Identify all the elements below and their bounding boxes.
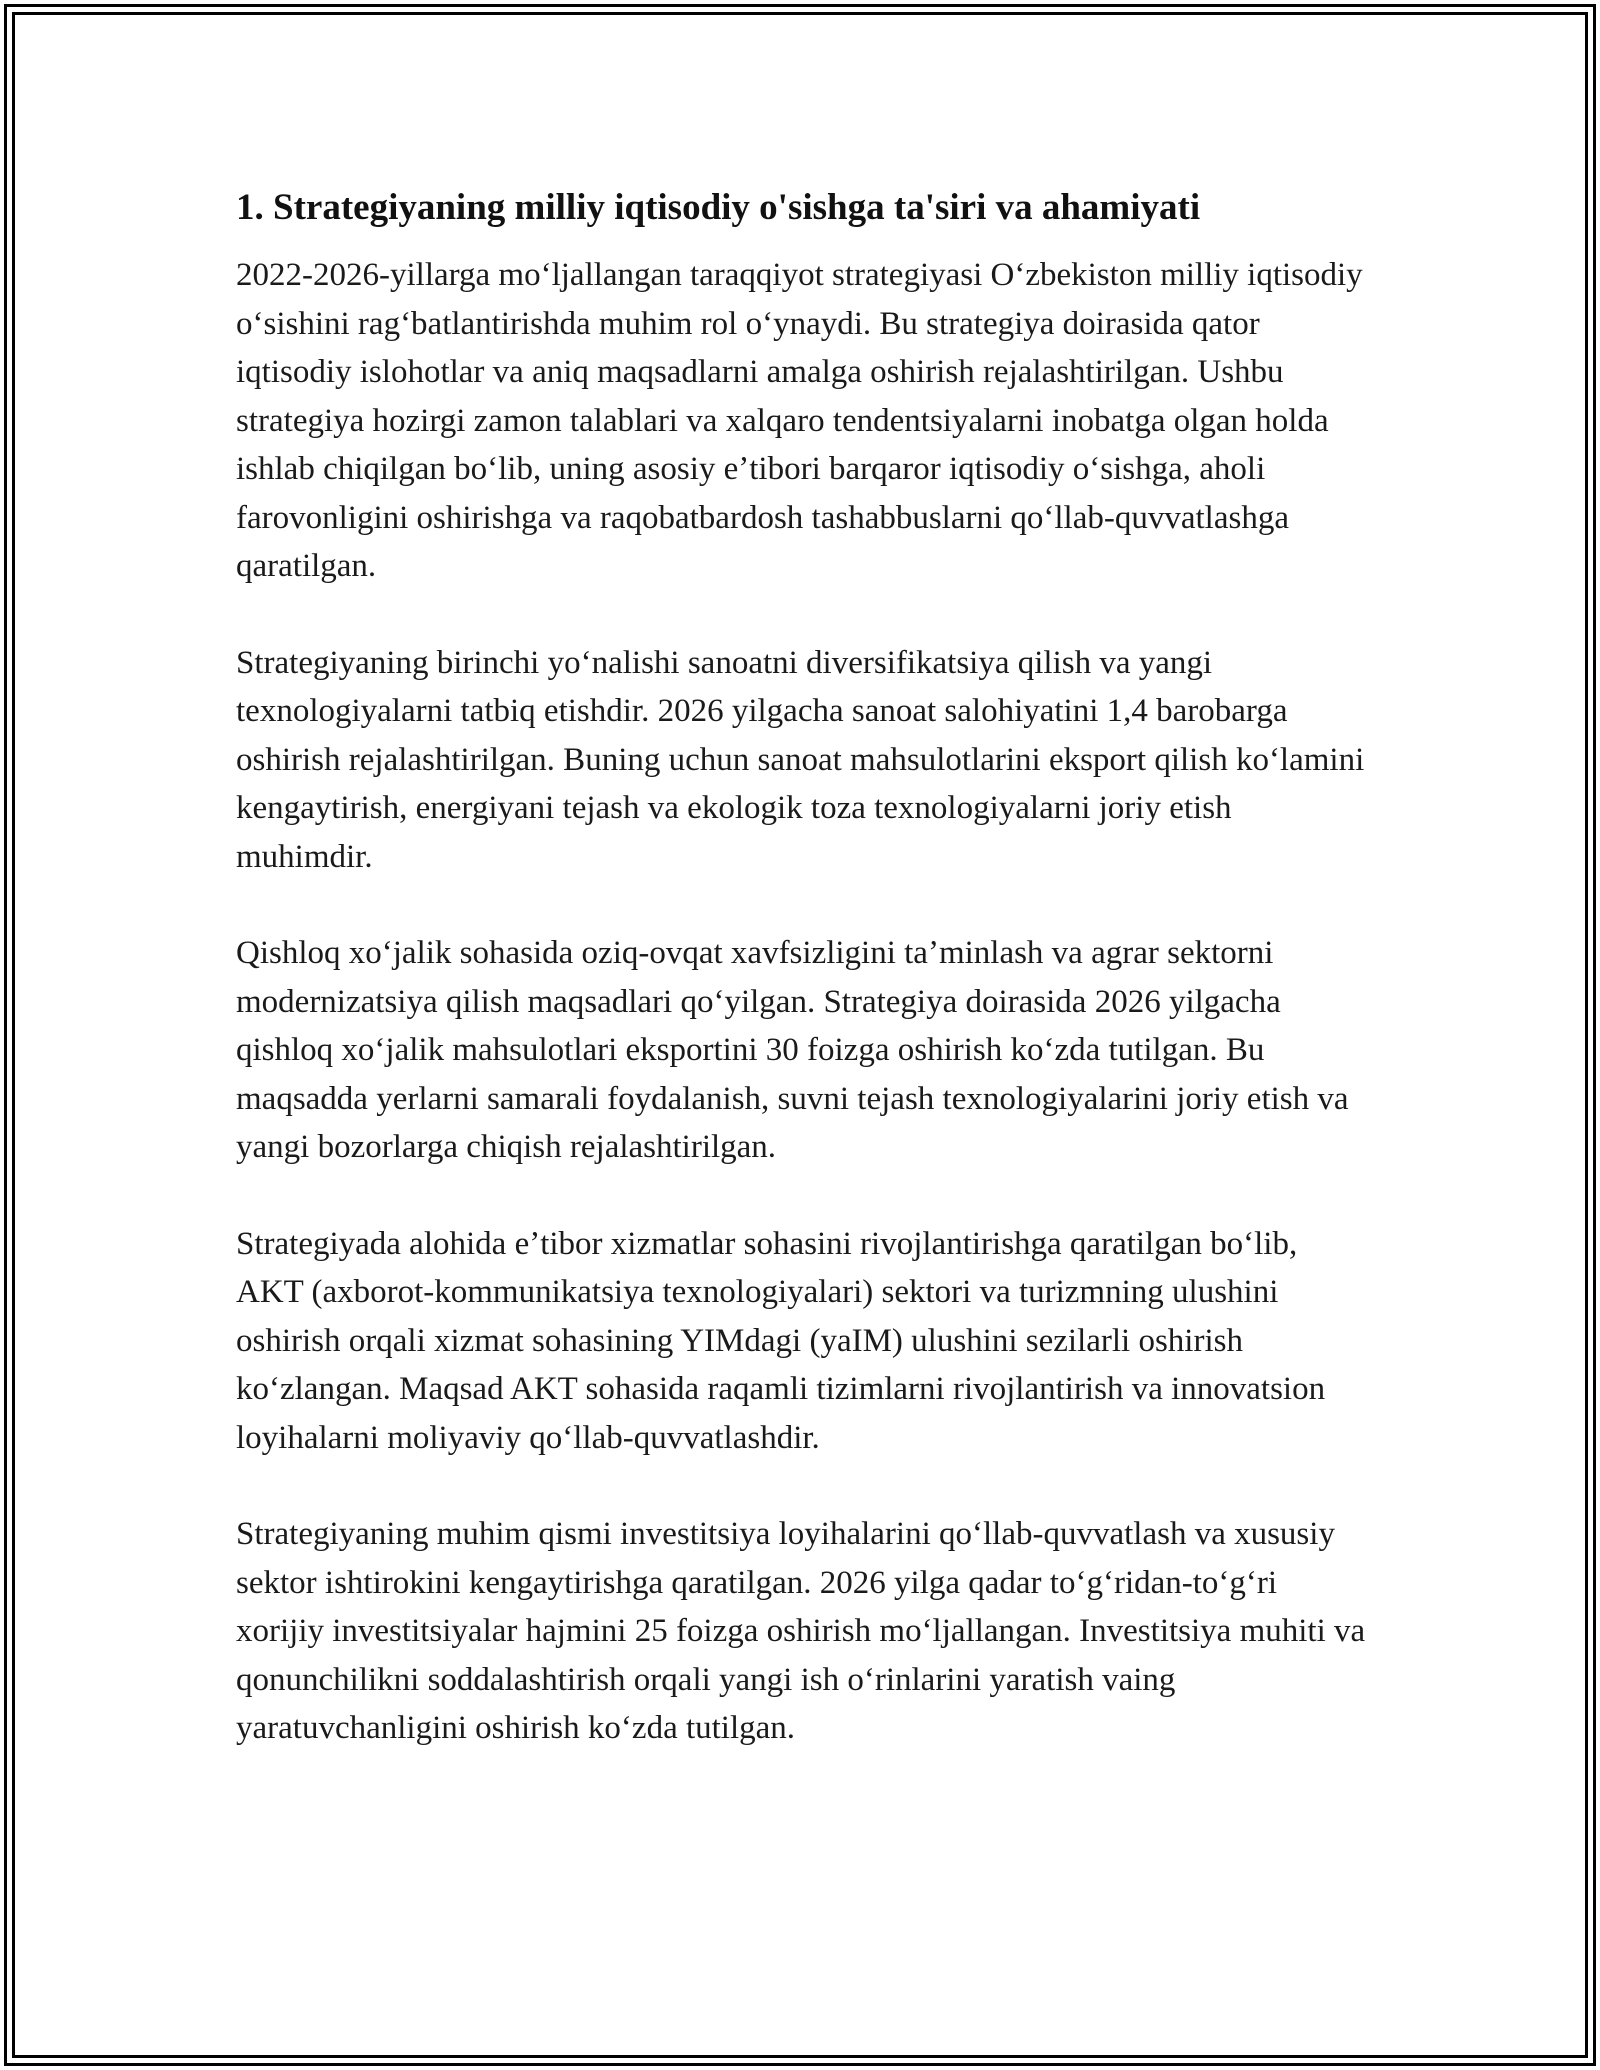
document-body: [236, 185, 1366, 1801]
paragraph-intro: 2022-2026-yillarga moʻljallangan taraqqiyot strategiyasi Oʻzbekiston milliy iqtisodiy oʻsishini ragʻbatlantirishda muhim rol oʻynaydi. Bu strategiya doirasida qator iqtisodiy islohotlar va aniq maqsadlarni amalga oshirish rejalashtirilgan. Ushbu strategiya hozirgi zamon talablari va xalqaro tendentsiyalarni inobatga olgan holda ishlab chiqilgan boʻlib, uning asosiy eʼtibori barqaror iqtisodiy oʻsishga, aholi farovonligini oshirishga va raqobatbardosh tashabbuslarni qoʻllab-quvvatlashga qaratilgan.: [236, 257, 1363, 584]
paragraph-agriculture: Qishloq xoʻjalik sohasida oziq-ovqat xavfsizligini taʼminlash va agrar sektorni modernizatsiya qilish maqsadlari qoʻyilgan. Strategiya doirasida 2026 yilgacha qishloq xoʻjalik mahsulotlari eksportini 30 foizga oshirish koʻzda tutilgan. Bu maqsadda yerlarni samarali foydalanish, suvni tejash texnologiyalarini joriy etish va yangi bozorlarga chiqish rejalashtirilgan.: [236, 935, 1349, 1165]
paragraph-investment: Strategiyaning muhim qismi investitsiya loyihalarini qoʻllab-quvvatlash va xususiy sektor ishtirokini kengaytirishga qaratilgan. 2026 yilga qadar toʻgʻridan-toʻgʻri xorijiy investitsiyalar hajmini 25 foizga oshirish moʻljallangan. Investitsiya muhiti va qonunchilikni soddalashtirish orqali yangi ish oʻrinlarini yaratish vaing yaratuvchanligini oshirish koʻzda tutilgan.: [236, 1516, 1366, 1746]
paragraph-industry: Strategiyaning birinchi yoʻnalishi sanoatni diversifikatsiya qilish va yangi texnologiyalarni tatbiq etishdir. 2026 yilgacha sanoat salohiyatini 1,4 barobarga oshirish rejalashtirilgan. Buning uchun sanoat mahsulotlarini eksport qilish koʻlamini kengaytirish, energiyani tejash va ekologik toza texnologiyalarni joriy etish muhimdir.: [236, 644, 1365, 875]
section-heading: 1. Strategiyaning milliy iqtisodiy o'sishga ta'siri va ahamiyati: [236, 187, 1201, 228]
paragraph-services: Strategiyada alohida eʼtibor xizmatlar sohasini rivojlantirishga qaratilgan boʻlib, AKT (axborot-kommunikatsiya texnologiyalari) sektori va turizmning ulushini oshirish orqali xizmat sohasining YIMdagi (yaIM) ulushini sezilarli oshirish koʻzlangan. Maqsad AKT sohasida raqamli tizimlarni rivojlantirish va innovatsion loyihalarni moliyaviy qoʻllab-quvvatlashdir.: [236, 1225, 1326, 1456]
